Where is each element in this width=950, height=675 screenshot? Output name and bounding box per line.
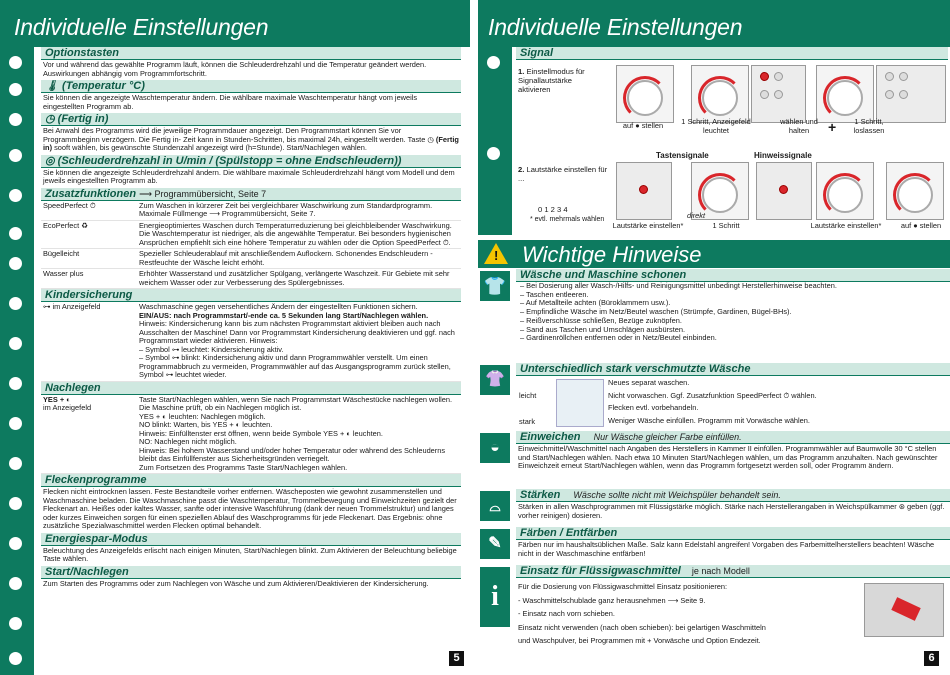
bullet-dot — [9, 417, 22, 430]
signal-caption: auf ● stellen — [900, 221, 942, 230]
fluessig-sub: je nach Modell — [691, 566, 750, 576]
section-heading-faerben: Färben / Entfärben — [516, 527, 950, 540]
dispenser-illustration — [864, 583, 944, 637]
kinder-line: – Symbol ⊶ blinkt: Kindersicherung aktiv und dann Programmwähler verstellt. Um einen Programmabbruch zu vermeiden, Programmwähler auf das Ausgangsprogramm zurück stellen, Symbol ⊶ leuchtet wieder. — [139, 353, 451, 379]
signal-caption: auf ● stellen — [622, 121, 664, 130]
bullet-dot — [9, 113, 22, 126]
right-page — [478, 0, 950, 675]
nachlegen-line: Hinweis: Bei hohem Wasserstand und/oder hoher Temperatur oder während des Schleuderns bleibt das Einfüllfenster aus Sicherheitsgründen verriegelt. — [139, 445, 446, 463]
bullet-dot — [9, 227, 22, 240]
program-knob[interactable] — [886, 162, 944, 220]
nachlegen-key-sub: im Anzeigefeld — [43, 403, 92, 412]
schleuder-heading-label: (Schleuderdrehzahl in U/min / (Spülstopp = ohne Endschleudern)) — [57, 154, 402, 167]
fluessig-line: und Waschpulver, bei Programmen mit + Vorwäsche und Option Endezeit. — [518, 636, 761, 645]
info-icon: i — [480, 567, 510, 627]
fluessig-block — [478, 565, 950, 650]
leicht-label: leicht — [519, 391, 537, 400]
nachlegen-line: YES + ◐ leuchten: Nachlegen möglich. — [139, 411, 266, 421]
signal-caption: 1 Schritt, loslassen — [853, 117, 885, 135]
zusatz-value: Erhöhter Wasserstand und zusätzlicher Spülgang, verlängerte Waschzeit. Für Gebiete mit sehr weichem Wasser oder zur Verbesserung des Spülergebnisses. — [139, 269, 450, 287]
section-heading-flecken: Fleckenprogramme — [41, 474, 461, 487]
einweichen-heading-label: Einweichen — [520, 431, 581, 443]
bullet-dot — [9, 189, 22, 202]
energie-text: Beleuchtung des Anzeigefelds erlischt nach einigen Minuten, Start/Nachlegen blinkt. Zum Aktivieren der Beleuchtung beliebige Taste wählen. — [43, 545, 457, 563]
volume-scale: 0 1 2 3 4 — [538, 205, 568, 214]
einweichen-block — [478, 431, 950, 489]
nachlegen-line: Zum Fortsetzen des Programms Taste Start/Nachlegen wählen. — [139, 462, 348, 472]
temperatur-heading-label: (Temperatur °C) — [62, 80, 145, 92]
signal-step-2 — [518, 165, 608, 183]
verschmutzt-line: Flecken evtl. vorbehandeln. — [608, 403, 699, 413]
dye-brush-icon: ✎ — [480, 529, 510, 559]
signal-section — [516, 47, 948, 235]
section-heading-staerken — [516, 489, 950, 502]
zusatz-row — [41, 249, 461, 269]
bullet-dot — [9, 337, 22, 350]
list-item: – Reißverschlüsse schließen, Bezüge zuknöpfen. — [520, 317, 950, 326]
kinder-row — [41, 302, 461, 382]
right-page-title: Individuelle Einstellungen — [488, 14, 743, 40]
shirt-soil-illustration — [556, 379, 604, 427]
left-content — [41, 47, 461, 590]
thermometer-icon: 🌡 — [45, 80, 59, 92]
left-page — [0, 0, 470, 675]
zusatz-key: EcoPerfect ♻ — [43, 220, 88, 230]
list-item: – Taschen entleeren. — [520, 291, 950, 300]
verschmutzt-line: Nicht vorwaschen. Ggf. Zusatzfunktion SpeedPerfect ⏱ wählen. — [608, 390, 817, 400]
fluessig-line: Einsatz nicht verwenden (nach oben schieben): bei gelartigen Waschmitteln — [518, 622, 766, 632]
evtl-note: * evtl. mehrmals wählen — [530, 216, 605, 223]
fertig-text-c: sooft wählen, bis gewünschte Stundenzahl angezeigt wird (h=Stunde). Start/Nachlegen wählen. — [54, 143, 367, 152]
zusatz-value: Zum Waschen in kürzerer Zeit bei vergleichbarer Waschwirkung zum Standardprogramm. Maximale Füllmenge ⟶ Programmübersicht, Seite 7. — [139, 200, 433, 218]
signal-caption: Lautstärke einstellen* — [810, 221, 882, 230]
section-heading-energie: Energiespar-Modus — [41, 533, 461, 546]
left-rail — [0, 47, 34, 675]
schleuder-text: Sie können die angezeigte Schleuderdrehzahl ändern. Die wählbare maximale Schleuderdrehzahl hängt vom Modell und dem jeweils eingestellten Programm ab. — [43, 167, 455, 185]
verschmutzt-lines — [608, 377, 943, 427]
wichtig-title: Wichtige Hinweise — [522, 242, 702, 267]
bullet-dot — [9, 457, 22, 470]
right-rail-top — [478, 47, 512, 235]
hinweissignale-label: Hinweissignale — [754, 151, 812, 160]
signal-step-1 — [518, 67, 598, 94]
hinweise-content — [478, 269, 950, 650]
nachlegen-row — [41, 395, 461, 475]
plus-sign: + — [828, 119, 837, 135]
temperatur-text: Sie können die angezeigte Waschtemperatur ändern. Die wählbare maximale Waschtemperatur hängt vom jeweils eingestellten Programm ab. — [43, 93, 418, 111]
tastensignale-label: Tastensignale — [656, 151, 709, 160]
verschmutzt-line: Weniger Wäsche einfüllen. Programm mit Vorwäsche wählen. — [608, 415, 810, 425]
fluessig-line: - Einsatz nach vorn schieben. — [518, 609, 615, 618]
program-knob[interactable] — [691, 65, 749, 123]
display-panel — [616, 162, 672, 220]
waesche-block — [478, 269, 950, 363]
program-knob[interactable] — [616, 65, 674, 123]
section-heading-fertig — [41, 113, 461, 126]
einweichen-text: Einweichmittel/Waschmittel nach Angaben des Herstellers in Kammer II einfüllen. Programmwähler auf Baumwolle 30 °C stellen und Start/Nachlegen wählen. Nach etwa 10 Minuten Start/Nachlegen wählen, um das Programm anzuhalten. Nach gewünschter Einweichzeit erneut Start/Nachlegen wählen, wenn das Programm fortgesetzt werden soll, oder Programm ändern. — [518, 444, 938, 470]
section-heading-start: Start/Nachlegen — [41, 566, 461, 579]
nachlegen-line: Taste Start/Nachlegen wählen, wenn Sie nach Programmstart Wäschestücke nachlegen wollen. Die Maschine prüft, ob ein Nachlegen möglich ist. — [139, 394, 453, 412]
zusatz-value: Spezieller Schleuderablauf mit anschließendem Auflockern. Schonendes Endschleudern - Restfeuchte der Wäsche leicht erhöht. — [139, 249, 433, 267]
stark-label: stark — [519, 417, 536, 426]
step-number: 2. — [518, 165, 525, 174]
wichtig-band: ! Wichtige Hinweise — [478, 240, 950, 268]
dirty-shirt-icon: 👚 — [480, 365, 510, 395]
display-panel — [756, 162, 812, 220]
display-panel — [751, 65, 806, 123]
section-heading-optionstasten: Optionstasten — [41, 47, 461, 60]
zusatz-row — [41, 201, 461, 221]
section-heading-schleuder — [41, 155, 461, 168]
program-knob[interactable] — [816, 65, 874, 123]
section-heading-temperatur — [41, 80, 461, 93]
section-heading-signal: Signal — [516, 47, 948, 60]
bullet-dot — [9, 377, 22, 390]
zusatz-row — [41, 221, 461, 250]
section-heading-nachlegen: Nachlegen — [41, 382, 461, 395]
kinder-line: – Symbol ⊶ leuchtet: Kindersicherung aktiv. — [139, 344, 284, 354]
kinder-line: Hinweis: Kindersicherung kann bis zum nächsten Programmstart aktiviert bleiben auch nach Ausschalten der Maschine! Dann vor Programmstart Kindersicherung deaktivieren und ggf. nach Programmstart wieder aktivieren. Hinweis: — [139, 319, 455, 345]
list-item: – Sand aus Taschen und Umschlägen ausbürsten. — [520, 326, 950, 335]
zusatz-value: Energieoptimiertes Waschen durch Temperaturreduzierung bei gleichbleibender Waschwirkung. Die Waschtemperatur ist niedriger, als die angewählte Temperatur. Bei besonders hygienischen Ansprüchen empfiehlt sich eine höhere Temperatur zu wählen oder die Option SpeedPerfect ⏱. — [139, 220, 452, 247]
zusatz-key: SpeedPerfect ⏱ — [43, 200, 96, 210]
signal-caption: direkt — [686, 211, 706, 220]
section-heading-zusatz — [41, 188, 461, 201]
nachlegen-line: Hinweis: Einfülltenster erst öffnen, wenn beide Symbole YES + ◐ leuchten. — [139, 428, 383, 438]
nachlegen-key — [43, 396, 139, 473]
program-knob[interactable] — [816, 162, 874, 220]
section-heading-kinder: Kindersicherung — [41, 289, 461, 302]
nachlegen-value — [139, 396, 459, 473]
starch-basin-icon: ⌓ — [480, 491, 510, 521]
fertig-heading-label: (Fertig in) — [57, 113, 109, 125]
optionstasten-text: Vor und während das gewählte Programm läuft, können die Schleuderdrehzahl und die Temperatur geändert werden. Auswirkungen abhängig vom Programmfortschritt. — [43, 60, 427, 78]
bullet-dot — [9, 617, 22, 630]
bullet-dot — [9, 497, 22, 510]
nachlegen-line: NO: Nachlegen nicht möglich. — [139, 437, 237, 446]
left-page-title: Individuelle Einstellungen — [14, 14, 269, 40]
flecken-text: Flecken nicht eintrocknen lassen. Feste Bestandteile vorher entfernen. Wäscheposten wie gewohnt zusammenstellen und Waschmaschine beladen. Die Waschmaschine passt die Waschtemperatur, Trommelbewegung und Einweichzeiten gezielt der Fleckenart an. Heißes oder kaltes Wasser, sanfte oder intensive Waschführung (dank der neuen Trommelstruktur) und langes oder kurzes Einweichen sorgen für einen speziellen Ablauf des Waschprogramms für jede Fleckenart. Das Ergebnis: ohne zusätzliche Spezialwaschmittel werden Flecken optimal behandelt. — [43, 487, 457, 530]
staerken-block — [478, 489, 950, 527]
yes-symbol: YES + ◐ — [43, 394, 71, 404]
tshirt-icon: 👕 — [480, 271, 510, 301]
soak-basin-icon: ◒ — [480, 433, 510, 463]
section-heading-waesche: Wäsche und Maschine schonen — [516, 269, 950, 282]
bullet-dot — [9, 537, 22, 550]
bullet-dot — [487, 147, 500, 160]
staerken-heading-label: Stärken — [520, 489, 561, 501]
signal-caption: wählen und halten — [780, 117, 818, 135]
section-heading-einweichen — [516, 431, 950, 444]
einweichen-note: Nur Wäsche gleicher Farbe einfüllen. — [593, 432, 742, 442]
list-item: – Bei Dosierung aller Wasch-/Hilfs- und Reinigungsmittel unbedingt Herstellerhinweise beachten. — [520, 282, 950, 291]
list-item: – Auf Metallteile achten (Büroklammern usw.). — [520, 299, 950, 308]
waesche-bullets — [516, 282, 950, 343]
spin-icon: ◎ — [45, 154, 55, 167]
fluessig-heading-label: Einsatz für Flüssigwaschmittel — [520, 565, 681, 577]
kinder-key: ⊶ im Anzeigefeld — [43, 302, 101, 311]
step-number: 1. — [518, 67, 525, 76]
bullet-dot — [9, 257, 22, 270]
signal-caption: Lautstärke einstellen* — [612, 221, 684, 230]
verschmutzt-block — [478, 363, 950, 431]
bullet-dot — [9, 83, 22, 96]
zusatz-row — [41, 269, 461, 289]
clock-icon: ◷ — [427, 134, 434, 144]
page-number: 6 — [924, 651, 939, 666]
kinder-line: EIN/AUS: nach Programmstart/-ende ca. 5 Sekunden lang Start/Nachlegen wählen. — [139, 310, 429, 320]
bullet-dot — [9, 577, 22, 590]
faerben-block — [478, 527, 950, 565]
staerken-text: Stärken in allen Waschprogrammen mit Flüssigstärke möglich. Stärke nach Herstellerangaben in Weichspülkammer ⊛ geben (ggf. vorher reinigen) dosieren. — [518, 502, 945, 520]
zusatz-key: Bügelleicht — [43, 249, 80, 258]
zusatz-heading-ref: ⟶ Programmübersicht, Seite 7 — [139, 188, 267, 199]
kinder-line: Waschmaschine gegen versehentliches Ändern der eingestellten Funktionen sichern. — [139, 302, 418, 311]
fluessig-line: - Waschmittelschublade ganz herausnehmen ⟶ Seite 9. — [518, 595, 706, 605]
section-heading-fluessig — [516, 565, 950, 578]
step-text: Lautstärke einstellen für ... — [518, 165, 608, 183]
fluessig-line: Für die Dosierung von Flüssigwaschmittel Einsatz positionieren: — [518, 582, 728, 591]
list-item: – Empfindliche Wäsche im Netz/Beutel waschen (Strümpfe, Gardinen, Bügel-BHs). — [520, 308, 950, 317]
signal-caption: 1 Schritt — [712, 221, 740, 230]
clock-icon: ◷ — [45, 113, 55, 125]
bullet-dot — [9, 652, 22, 665]
nachlegen-line: NO blinkt: Warten, bis YES + ◐ leuchten. — [139, 420, 273, 429]
bullet-dot — [487, 56, 500, 69]
signal-caption: 1 Schritt, Anzeigefeld leuchtet — [681, 117, 751, 135]
step-text: Einstellmodus für Signallautstärke aktivieren — [518, 67, 585, 94]
staerken-note: Wäsche sollte nicht mit Weichspüler behandelt sein. — [573, 490, 781, 500]
kinder-value — [139, 303, 459, 380]
list-item: – Gardinenröllchen entfernen oder in Netz/Beutel einbinden. — [520, 334, 950, 343]
bullet-dot — [9, 56, 22, 69]
faerben-text: Färben nur im haushaltsüblichen Maße. Salz kann Edelstahl angreifen! Vorgaben des Farbemittelherstellers beachten! Wäsche nicht in der Waschmaschine entfärben! — [518, 540, 935, 558]
fertig-text-b: (Fertig in) — [43, 134, 459, 152]
start-text: Zum Starten des Programms oder zum Nachlegen von Wäsche und zum Aktivieren/Deaktivieren der Kindersicherung. — [43, 578, 429, 588]
zusatz-key: Wasser plus — [43, 269, 84, 278]
fluessig-lines — [516, 578, 856, 650]
bullet-dot — [9, 297, 22, 310]
display-panel — [876, 65, 946, 123]
fertig-text-a: Bei Anwahl des Programms wird die jeweilige Programmdauer angezeigt. Den Programmstart können Sie vor Programmbeginn verzögern. Die Fertig in- Zeit kann in Stunden-Schritten, bis maximal 24h, eingestellt werden. Taste — [43, 126, 426, 144]
section-heading-verschmutzt: Unterschiedlich stark verschmutzte Wäsche — [516, 363, 950, 376]
verschmutzt-line: Neues separat waschen. — [608, 378, 690, 387]
page-number: 5 — [449, 651, 464, 666]
bullet-dot — [9, 149, 22, 162]
zusatz-heading-label: Zusatzfunktionen — [45, 187, 137, 200]
fertig-text — [41, 126, 461, 155]
